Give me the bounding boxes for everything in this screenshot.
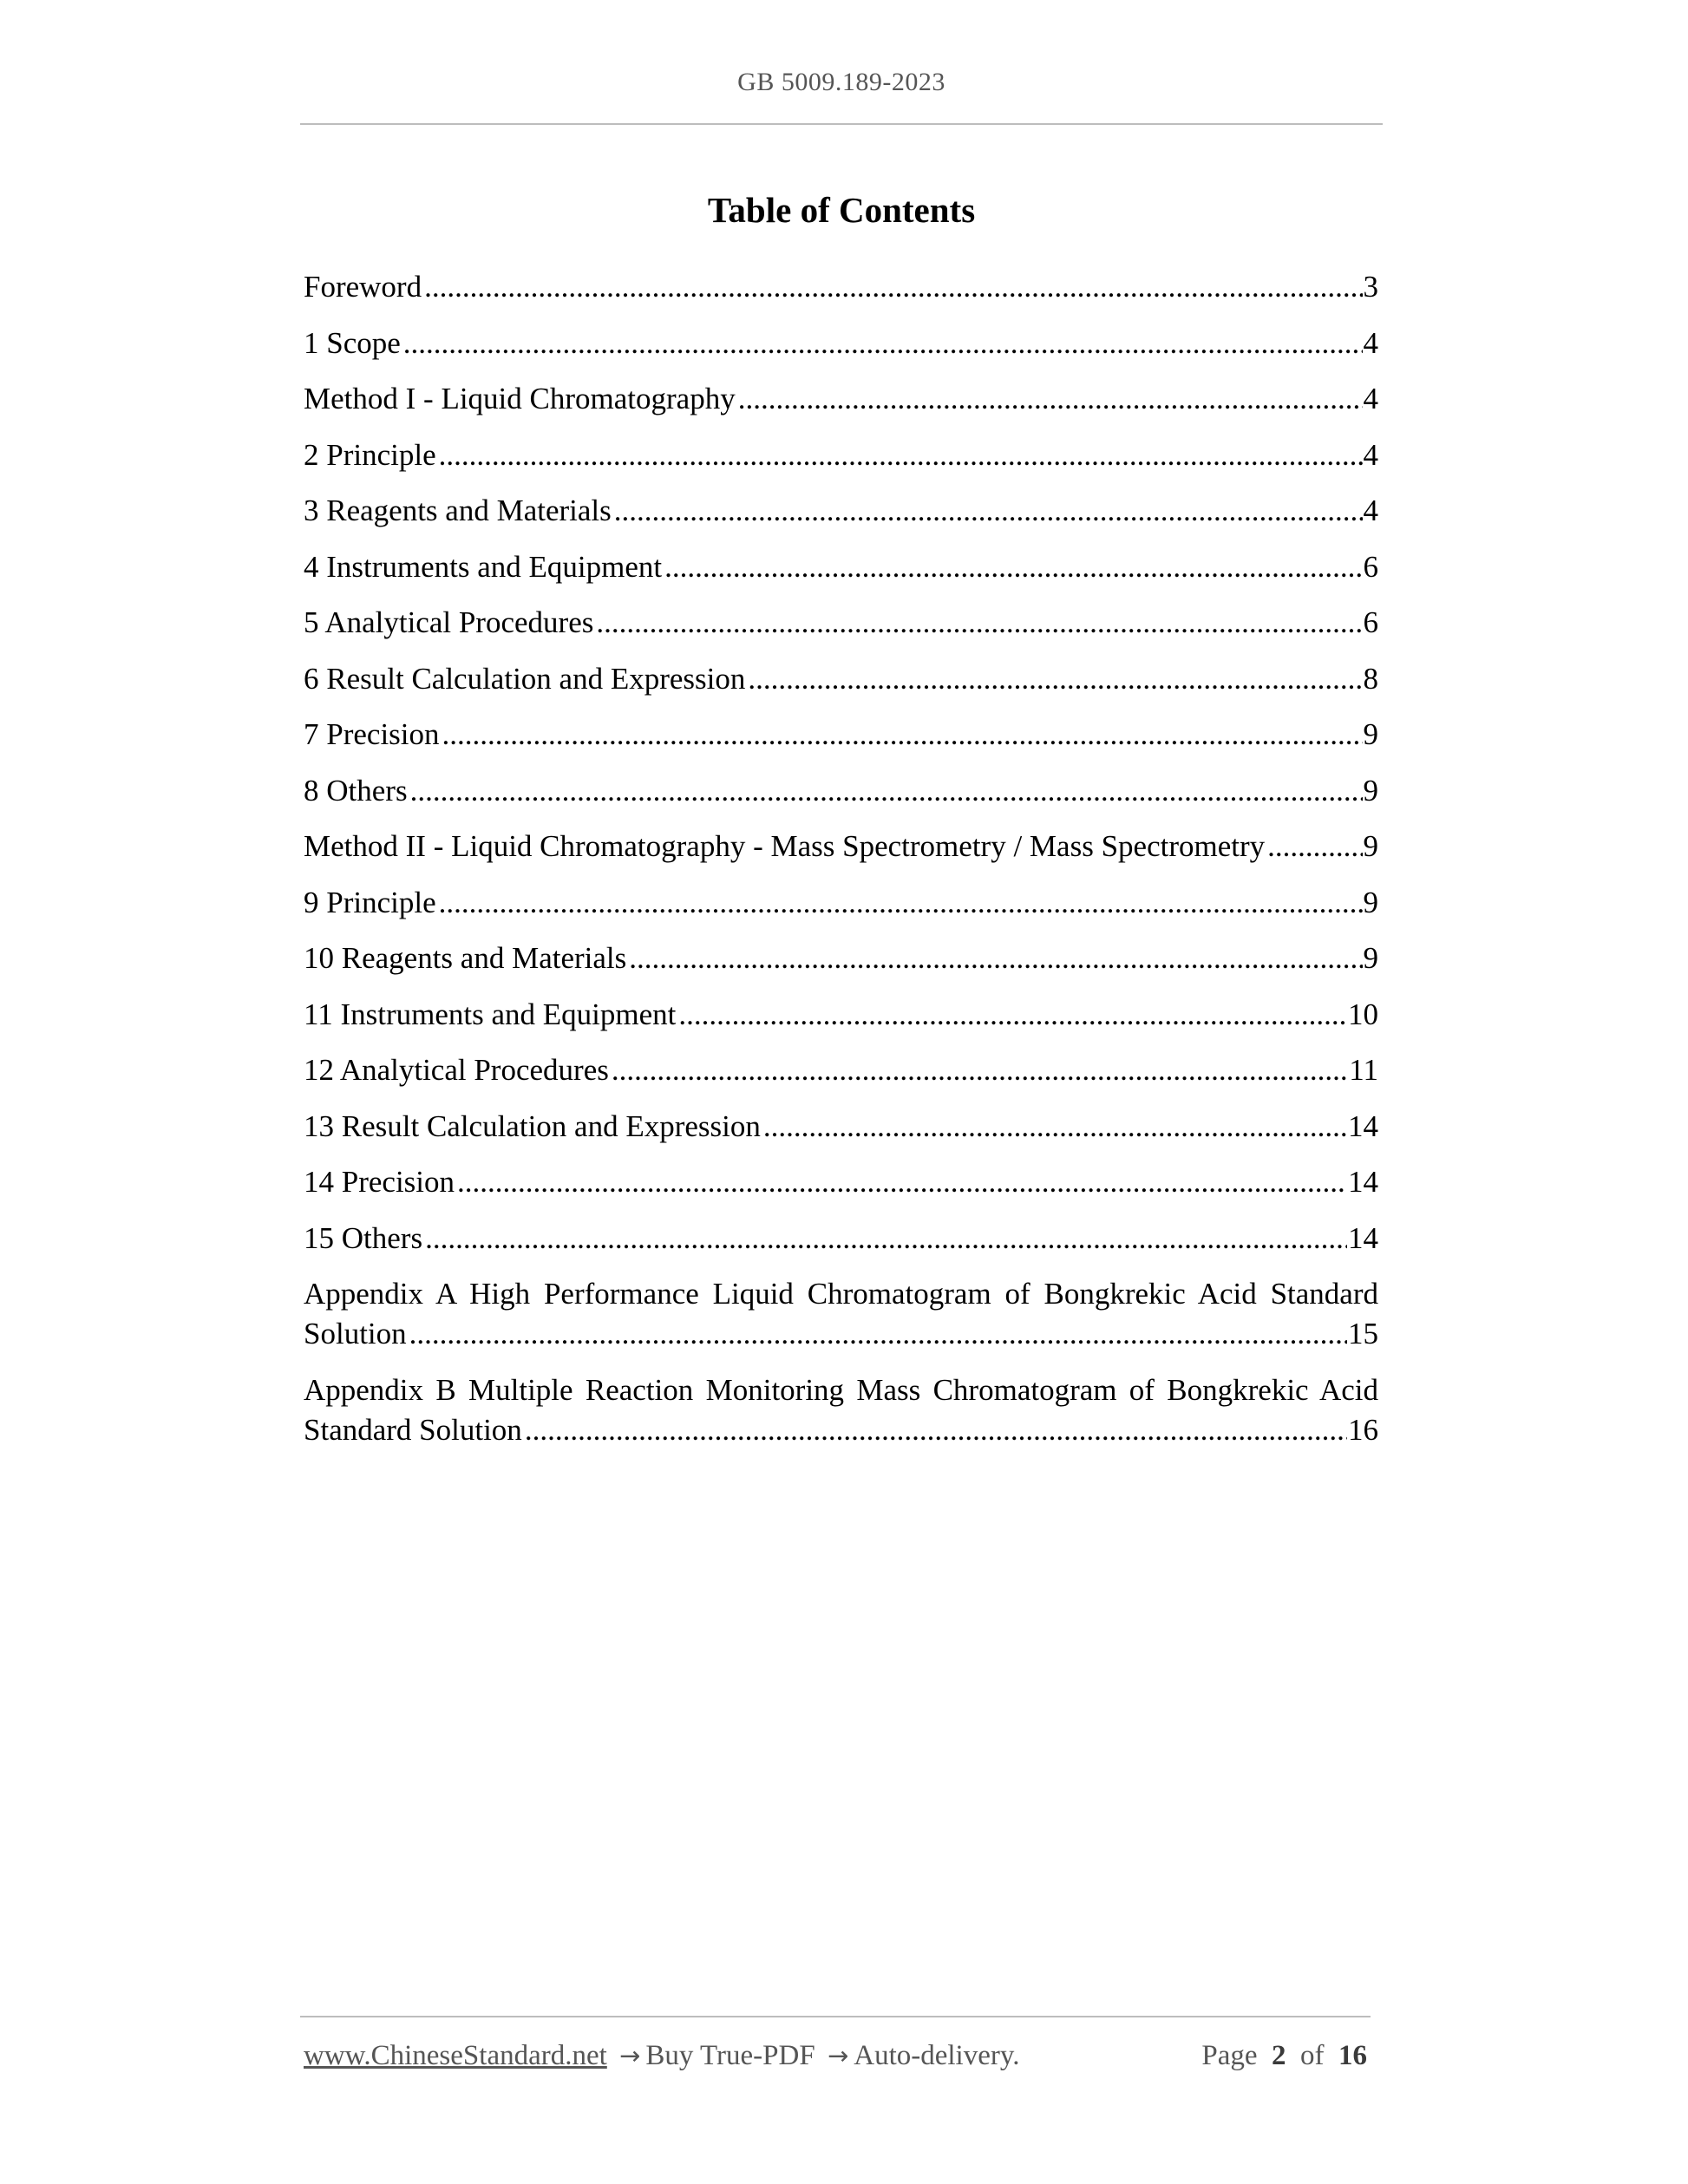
toc-entry-page: 14	[1348, 1165, 1378, 1199]
toc-entry-line	[304, 547, 1378, 587]
toc-entry[interactable]	[304, 1370, 1378, 1450]
toc-entry-line	[304, 938, 1378, 978]
toc-entry[interactable]	[304, 547, 1378, 587]
footer-promo	[304, 2040, 1019, 2072]
toc-entry-page: 14	[1348, 1220, 1378, 1255]
toc-entry[interactable]	[304, 827, 1378, 866]
toc-entry[interactable]	[304, 1274, 1378, 1354]
toc-entry-title: 6 Result Calculation and Expression	[304, 661, 746, 696]
toc-entry-page: 11	[1349, 1053, 1378, 1087]
toc-entry-page: 8	[1363, 661, 1378, 696]
toc-entry-line	[304, 1162, 1378, 1202]
toc-entry-title: 10 Reagents and Materials	[304, 941, 627, 975]
toc-entry-line	[304, 491, 1378, 531]
toc-entry[interactable]	[304, 659, 1378, 699]
toc-dot-leader	[614, 491, 1363, 531]
toc-entry-line	[304, 1050, 1378, 1090]
toc-entry-line	[304, 603, 1378, 643]
toc-entry[interactable]	[304, 1050, 1378, 1090]
toc-entry[interactable]	[304, 379, 1378, 419]
toc-entry[interactable]	[304, 1107, 1378, 1147]
toc-entry-page: 10	[1348, 997, 1378, 1031]
toc-entry-line	[304, 1107, 1378, 1147]
toc-entry-page: 9	[1363, 773, 1378, 808]
toc-entry-page: 6	[1363, 549, 1378, 584]
toc-entry-lead: Appendix B Multiple Reaction Monitoring Mass Chromatogram of Bongkrekic Acid	[304, 1372, 1378, 1407]
toc-dot-leader	[748, 659, 1362, 699]
toc-entry-title: 13 Result Calculation and Expression	[304, 1108, 761, 1143]
toc-entry-page: 4	[1363, 325, 1378, 360]
toc-entry-line	[304, 1219, 1378, 1259]
toc-entry[interactable]	[304, 491, 1378, 531]
toc-entry-line	[304, 1314, 1378, 1354]
toc-entry-line	[304, 324, 1378, 363]
toc-entry-title: Standard Solution	[304, 1412, 522, 1447]
toc-entry-title: 14 Precision	[304, 1165, 455, 1199]
toc-entry-title: 15 Others	[304, 1220, 423, 1255]
toc-entry[interactable]	[304, 938, 1378, 978]
toc-entry[interactable]	[304, 603, 1378, 643]
toc-entry-title: Solution	[304, 1317, 407, 1350]
toc-entry-title: 3 Reagents and Materials	[304, 494, 612, 527]
toc-entry[interactable]	[304, 995, 1378, 1035]
toc-entry-title: 2 Principle	[304, 437, 436, 472]
toc-entry-page: 9	[1363, 941, 1378, 975]
toc-entry-title: 11 Instruments and Equipment	[304, 997, 677, 1031]
toc-entry[interactable]	[304, 715, 1378, 755]
toc-dot-leader	[439, 435, 1363, 475]
toc-entry-title: Method II - Liquid Chromatography - Mass Spectrometry / Mass Spectrometry	[304, 829, 1266, 863]
toc-dot-leader	[425, 1219, 1347, 1259]
toc-entry-title: Method I - Liquid Chromatography	[304, 382, 736, 415]
toc-dot-leader	[738, 379, 1363, 419]
toc-entry[interactable]	[304, 267, 1378, 307]
toc-entry-line	[304, 827, 1378, 866]
toc-entry-page: 4	[1363, 437, 1378, 472]
toc-title: Table of Contents	[707, 190, 976, 230]
page-total: 16	[1338, 2040, 1367, 2071]
toc-dot-leader	[424, 267, 1362, 307]
buy-text: Buy True-PDF	[645, 2040, 815, 2071]
right-arrow-icon: →	[619, 2041, 641, 2070]
toc-entry-page: 4	[1363, 382, 1378, 415]
toc-entry-page: 6	[1363, 605, 1378, 639]
toc-entry-page: 16	[1348, 1412, 1378, 1447]
toc-dot-leader	[403, 324, 1363, 363]
toc-entry-title: 7 Precision	[304, 717, 440, 751]
toc-entry[interactable]	[304, 1219, 1378, 1259]
toc-entry-line	[304, 379, 1378, 419]
toc-entry-page: 3	[1363, 270, 1378, 304]
toc-dot-leader	[442, 715, 1363, 755]
toc-entry-page: 9	[1363, 717, 1378, 751]
toc-dot-leader	[1267, 827, 1362, 866]
toc-dot-leader	[410, 771, 1363, 811]
toc-dot-leader	[409, 1314, 1347, 1354]
toc-entry[interactable]	[304, 435, 1378, 475]
toc-entry-line	[304, 883, 1378, 923]
page-current: 2	[1272, 2040, 1286, 2071]
running-header: GB 5009.189-2023	[737, 68, 945, 96]
toc-entry-title: 12 Analytical Procedures	[304, 1053, 609, 1087]
toc-entry-lead: Appendix A High Performance Liquid Chromatogram of Bongkrekic Acid Standard	[304, 1277, 1378, 1311]
toc-entry-title: 9 Principle	[304, 885, 436, 919]
toc-entry[interactable]	[304, 1162, 1378, 1202]
toc-entry-line	[304, 267, 1378, 307]
toc-entry-title: 1 Scope	[304, 325, 401, 360]
header-divider	[300, 123, 1383, 125]
toc-dot-leader	[439, 883, 1363, 923]
toc-entry[interactable]	[304, 771, 1378, 811]
page-label: Page	[1201, 2040, 1258, 2071]
toc-dot-leader	[664, 547, 1362, 587]
toc-dot-leader	[457, 1162, 1347, 1202]
toc-entry-title: Foreword	[304, 270, 422, 304]
footer-divider	[300, 2016, 1371, 2017]
toc-entry-page: 15	[1348, 1317, 1378, 1350]
toc-entry-title: 4 Instruments and Equipment	[304, 549, 663, 584]
toc-dot-leader	[678, 995, 1347, 1035]
toc-dot-leader	[629, 938, 1362, 978]
toc-entry-page: 9	[1363, 885, 1378, 919]
toc-dot-leader	[525, 1410, 1347, 1450]
toc-entry-page: 4	[1363, 494, 1378, 527]
toc-dot-leader	[763, 1107, 1347, 1147]
toc-entry-line	[304, 715, 1378, 755]
toc-entry-line	[304, 995, 1378, 1035]
table-of-contents	[304, 267, 1378, 1466]
right-arrow-icon: →	[827, 2041, 849, 2070]
toc-entry[interactable]	[304, 883, 1378, 923]
toc-entry-title: 8 Others	[304, 773, 408, 808]
toc-entry-line	[304, 659, 1378, 699]
toc-entry-line	[304, 1410, 1378, 1450]
site-link[interactable]: www.ChineseStandard.net	[304, 2040, 607, 2071]
toc-entry[interactable]	[304, 324, 1378, 363]
toc-entry-line	[304, 435, 1378, 475]
toc-entry-title: 5 Analytical Procedures	[304, 605, 594, 639]
toc-entry-page: 14	[1348, 1108, 1378, 1143]
toc-entry-line	[304, 771, 1378, 811]
toc-entry-page: 9	[1363, 829, 1378, 863]
toc-dot-leader	[612, 1050, 1348, 1090]
page-of: of	[1300, 2040, 1325, 2071]
delivery-text: Auto-delivery.	[854, 2040, 1020, 2071]
toc-dot-leader	[596, 603, 1362, 643]
page-number	[1201, 2040, 1367, 2072]
